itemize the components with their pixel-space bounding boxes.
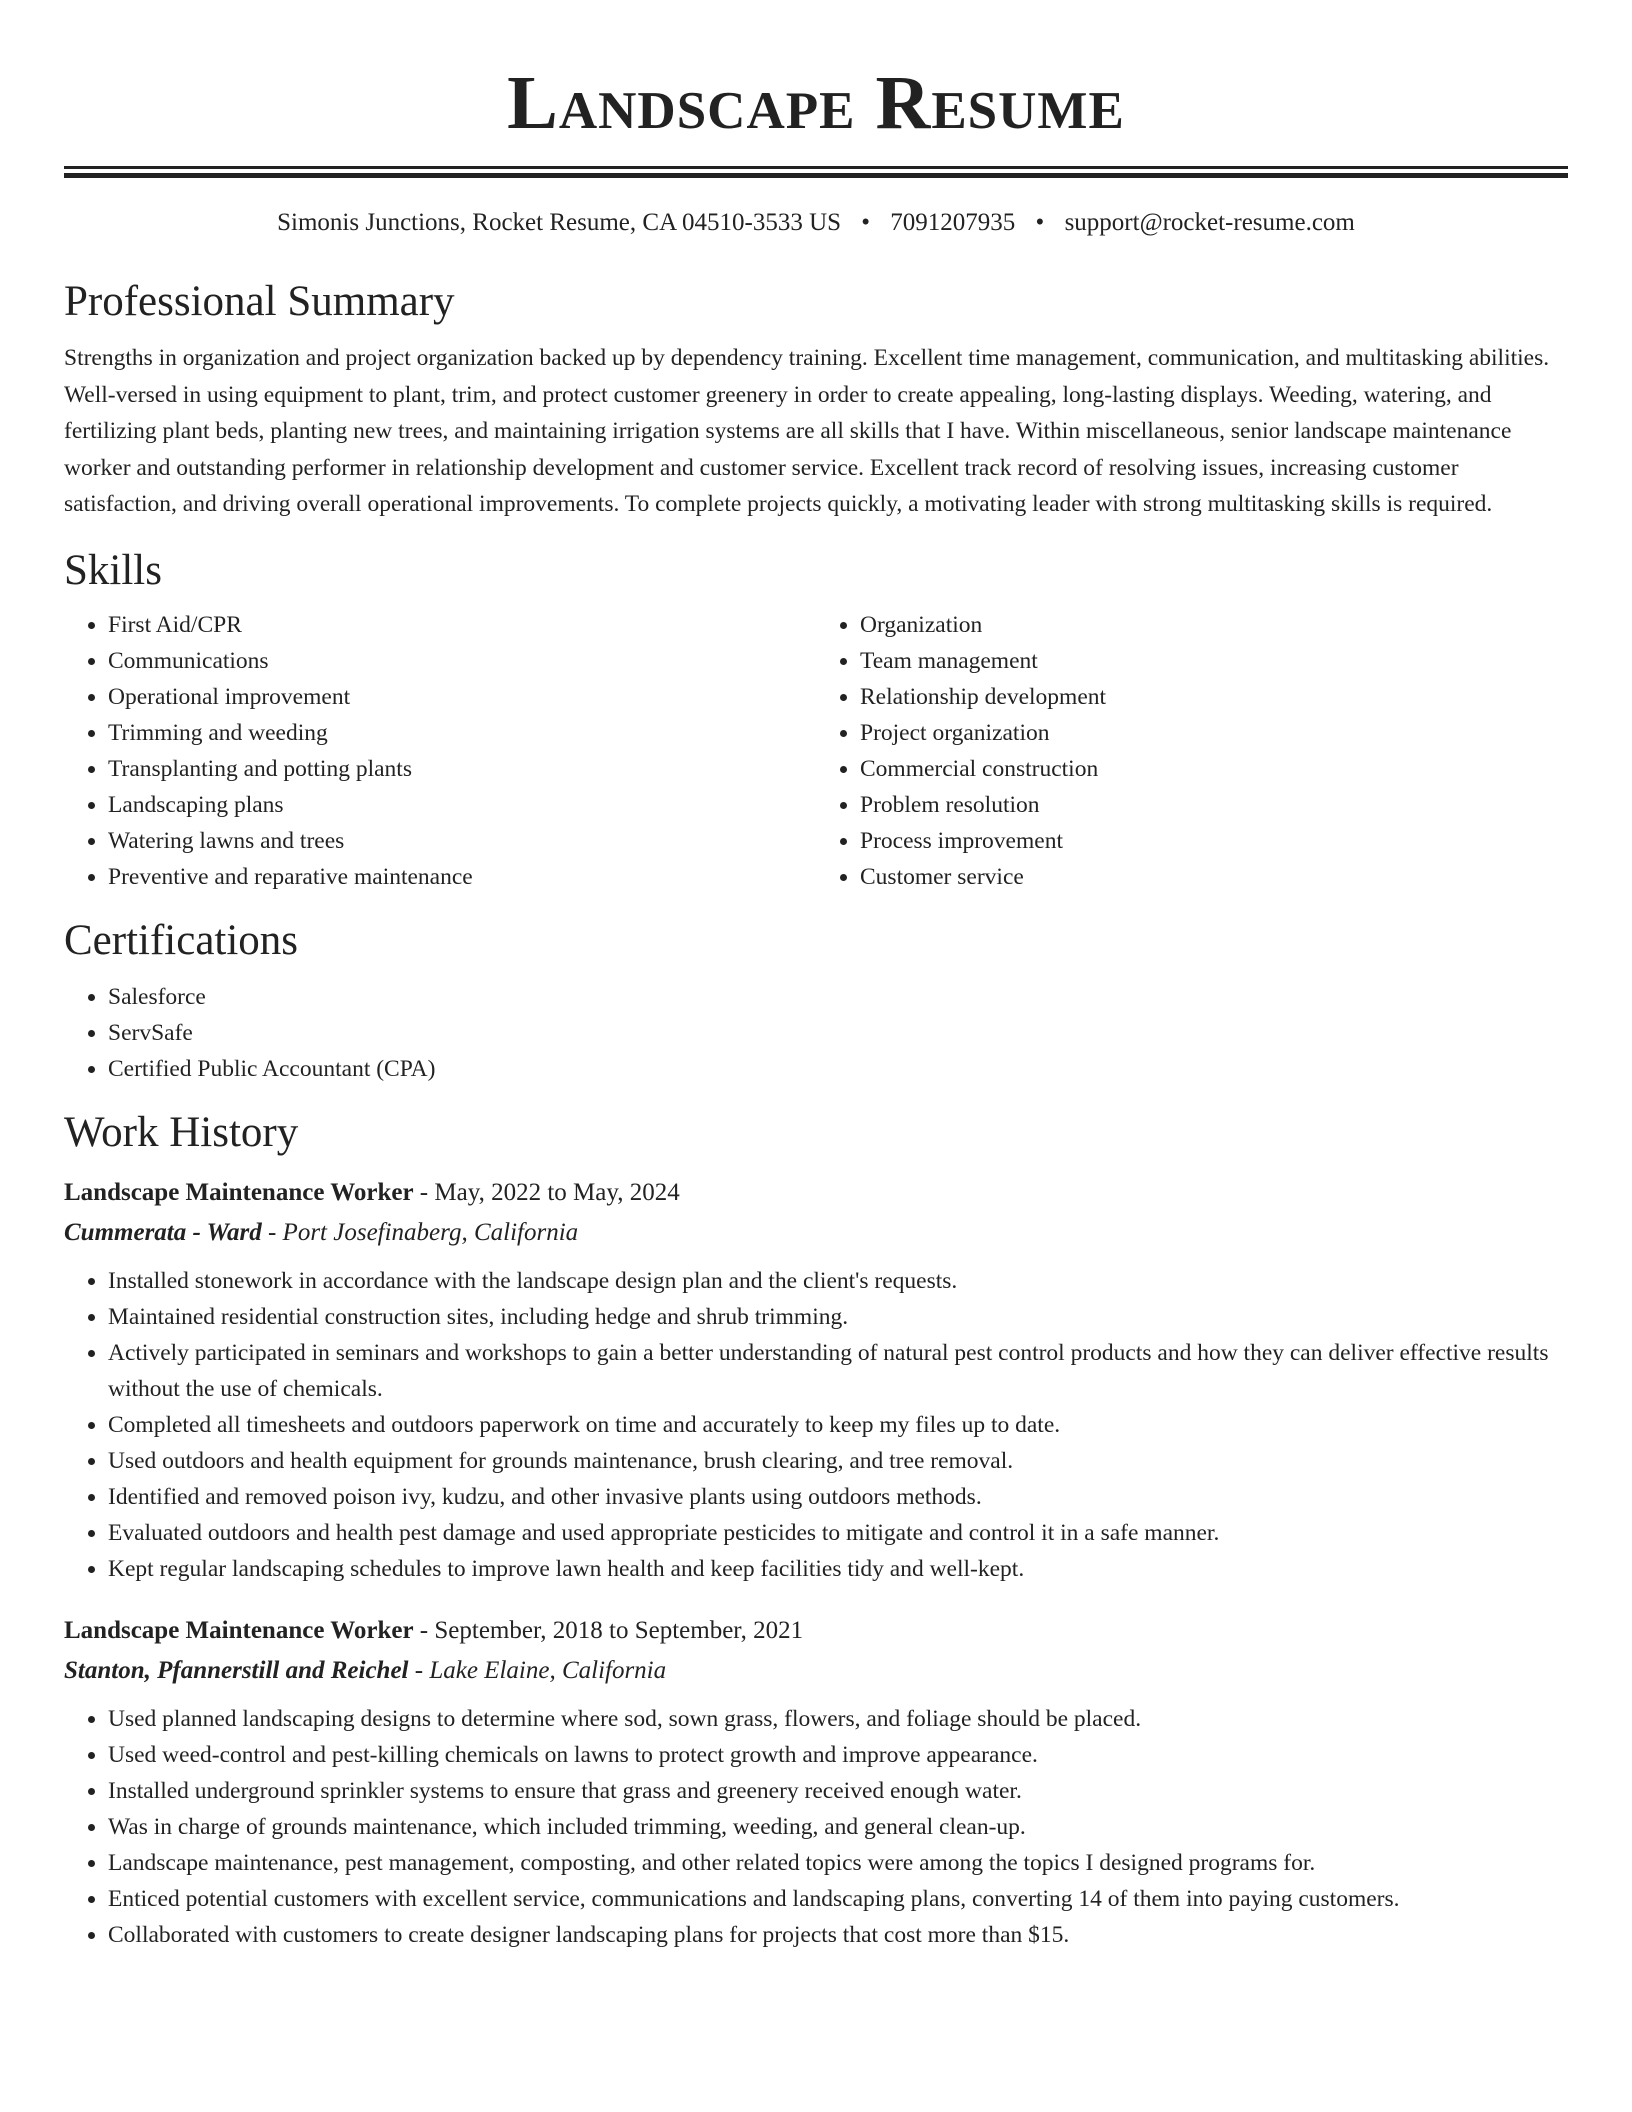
work-history-section [64, 1107, 1568, 1953]
skill-item: • Customer service [860, 859, 1568, 895]
summary-text: Strengths in organization and project organization backed up by dependency training. Excellent time management, communication, and multitasking abilities. Well-versed in using equipment to plant, trim, and protect customer greenery in order to create appealing, long-lasting displays. Weeding, watering, and fertilizing plant beds, planting new trees, and maintaining irrigation systems are all skills that I have. Within miscellaneous, senior landscape maintenance worker and outstanding performer in relationship development and customer service. Excellent track record of resolving issues, increasing customer satisfaction, and driving overall operational improvements. To complete projects quickly, a motivating leader with strong multitasking skills is required. [64, 345, 1550, 517]
skill-item: • First Aid/CPR [108, 607, 816, 643]
job-bullet: • Installed underground sprinkler systems to ensure that grass and greenery received enough water. [108, 1773, 1568, 1809]
summary-section [64, 276, 1568, 523]
job-bullets [64, 1263, 1568, 1587]
job-title-line [64, 1173, 1568, 1213]
summary-heading: Professional Summary [64, 278, 455, 325]
job-bullet: • Identified and removed poison ivy, kudzu, and other invasive plants using outdoors methods. [108, 1479, 1568, 1515]
skill-item: • Organization [860, 607, 1568, 643]
job-bullet: • Enticed potential customers with excellent service, communications and landscaping plans, converting 14 of them into paying customers. [108, 1881, 1568, 1917]
certifications-section [64, 915, 1568, 1087]
certifications-list [64, 979, 1568, 1087]
skill-item: • Preventive and reparative maintenance [108, 859, 816, 895]
skill-item: • Commercial construction [860, 751, 1568, 787]
job-bullet: • Collaborated with customers to create designer landscaping plans for projects that cost more than $15. [108, 1917, 1568, 1953]
certifications-heading: Certifications [64, 916, 299, 964]
contact-address: Simonis Junctions, Rocket Resume, CA 04510-3533 US [277, 209, 842, 236]
job-entry [64, 1611, 1568, 1953]
skills-list-left [64, 607, 816, 895]
skills-section [64, 545, 1568, 895]
certification-item: • Salesforce [108, 979, 1568, 1015]
job-bullet: • Used planned landscaping designs to determine where sod, sown grass, flowers, and foliage should be placed. [108, 1701, 1568, 1737]
contact-separator: • [861, 209, 871, 236]
title-divider [64, 166, 1568, 178]
job-bullet: • Was in charge of grounds maintenance, which included trimming, weeding, and general clean-up. [108, 1809, 1568, 1845]
job-location: - Lake Elaine, California [408, 1656, 667, 1684]
skill-item: • Process improvement [860, 823, 1568, 859]
job-company-line [64, 1651, 1568, 1691]
skills-heading: Skills [64, 546, 162, 594]
skill-item: • Operational improvement [108, 679, 816, 715]
work-history-heading: Work History [64, 1108, 299, 1156]
job-company: Cummerata - Ward [64, 1218, 262, 1246]
skills-grid [64, 607, 1568, 895]
certification-item: • ServSafe [108, 1015, 1568, 1051]
job-title-line [64, 1611, 1568, 1651]
resume-title: Landscape Resume [507, 61, 1125, 145]
job-bullet: • Used outdoors and health equipment for grounds maintenance, brush clearing, and tree removal. [108, 1443, 1568, 1479]
job-bullet: • Actively participated in seminars and workshops to gain a better understanding of natural pest control products and how they can deliver effective results without the use of chemicals. [108, 1335, 1568, 1407]
job-bullet: • Kept regular landscaping schedules to improve lawn health and keep facilities tidy and well-kept. [108, 1551, 1568, 1587]
job-dates: - May, 2022 to May, 2024 [413, 1178, 680, 1206]
contact-separator: • [1035, 209, 1045, 236]
job-title: Landscape Maintenance Worker [64, 1178, 414, 1206]
contact-email: support@rocket-resume.com [1064, 209, 1355, 236]
job-bullet: • Used weed-control and pest-killing chemicals on lawns to protect growth and improve appearance. [108, 1737, 1568, 1773]
skill-item: • Communications [108, 643, 816, 679]
skill-item: • Relationship development [860, 679, 1568, 715]
skill-item: • Landscaping plans [108, 787, 816, 823]
job-company: Stanton, Pfannerstill and Reichel [64, 1656, 409, 1684]
contact-phone: 7091207935 [890, 209, 1016, 236]
job-bullet: • Landscape maintenance, pest management, composting, and other related topics were among the topics I designed programs for. [108, 1845, 1568, 1881]
job-bullet: • Maintained residential construction sites, including hedge and shrub trimming. [108, 1299, 1568, 1335]
skills-list-right [816, 607, 1568, 895]
skill-item: • Problem resolution [860, 787, 1568, 823]
skill-item: • Watering lawns and trees [108, 823, 816, 859]
job-bullet: • Installed stonework in accordance with the landscape design plan and the client's requests. [108, 1263, 1568, 1299]
job-bullets [64, 1701, 1568, 1953]
job-entry [64, 1173, 1568, 1587]
job-bullet: • Evaluated outdoors and health pest damage and used appropriate pesticides to mitigate and control it in a safe manner. [108, 1515, 1568, 1551]
skill-item: • Trimming and weeding [108, 715, 816, 751]
job-dates: - September, 2018 to September, 2021 [413, 1616, 804, 1644]
job-title: Landscape Maintenance Worker [64, 1616, 414, 1644]
certification-item: • Certified Public Accountant (CPA) [108, 1051, 1568, 1087]
job-bullet: • Completed all timesheets and outdoors paperwork on time and accurately to keep my files up to date. [108, 1407, 1568, 1443]
contact-line [64, 206, 1568, 240]
job-company-line [64, 1213, 1568, 1253]
skill-item: • Team management [860, 643, 1568, 679]
job-location: - Port Josefinaberg, California [261, 1218, 579, 1246]
skill-item: • Transplanting and potting plants [108, 751, 816, 787]
skill-item: • Project organization [860, 715, 1568, 751]
